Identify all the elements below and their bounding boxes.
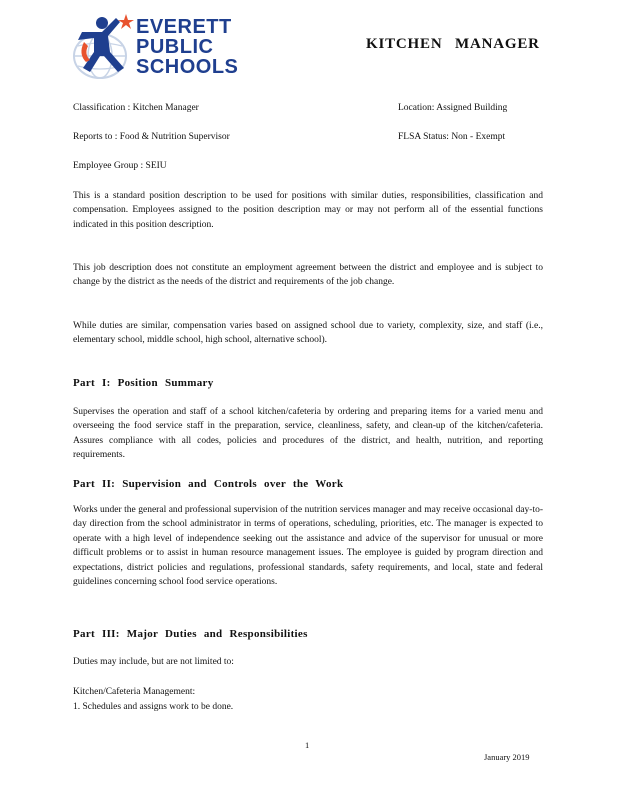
- intro-paragraph-1: This is a standard position description to be used for positions with similar duties, responsibilities, classification and compensation. Employees assigned to the position description may or may not perform all of the essential functions indicated in this position description.: [73, 191, 543, 230]
- employee-group-field: Employee Group : SEIU: [73, 161, 167, 171]
- logo-line-2: PUBLIC: [136, 36, 214, 58]
- part-1-body: Supervises the operation and staff of a school kitchen/cafeteria by ordering and preparing items for a varied menu and overseeing the food service staff in the preparation, service, cleanliness, safety, and clean-up of the kitchen/cafeteria. Assures compliance with all codes, policies and procedures of the district, and health, nutrition, and reporting requirements.: [73, 407, 543, 461]
- location-field: Location: Assigned Building: [398, 103, 508, 113]
- part-1-heading: Part I: Position Summary: [73, 377, 214, 389]
- district-logo: [70, 10, 245, 82]
- kitchen-management-subheading: Kitchen/Cafeteria Management:: [73, 687, 196, 697]
- logo-line-1: EVERETT: [136, 16, 232, 38]
- part-3-heading: Part III: Major Duties and Responsibilities: [73, 628, 308, 640]
- reports-to-field: Reports to : Food & Nutrition Supervisor: [73, 132, 230, 142]
- intro-paragraph-3: While duties are similar, compensation varies based on assigned school due to variety, complexity, size, and staff (i.e., elementary school, middle school, high school, alternative school).: [73, 321, 543, 346]
- flsa-status-field: FLSA Status: Non - Exempt: [398, 132, 506, 142]
- footer-date: January 2019: [484, 752, 530, 762]
- part-2-heading: Part II: Supervision and Controls over the Work: [73, 478, 344, 490]
- intro-paragraph-2: This job description does not constitute an employment agreement between the district and employee and is subject to change by the district as the needs of the district and requirements of the job change.: [73, 263, 543, 288]
- part-2-body: Works under the general and professional supervision of the nutrition services manager and may receive occasional day-to-day direction from the school administrator in terms of operations, scheduling, priorities, etc. The manager is expected to operate with a high level of independence seeking out the assistance and advice of the supervisor for unusual or more difficult problems or to assist in human resource management issues. The employee is guided by program direction and expectations, district policies and regulations, professional standards, safety requirements, and local, state and federal guidelines concerning school food service operations.: [73, 505, 543, 588]
- page-number: 1: [305, 740, 310, 750]
- logo-line-3: SCHOOLS: [136, 56, 239, 78]
- duty-item-1: 1. Schedules and assigns work to be done.: [73, 702, 234, 712]
- duties-intro: Duties may include, but are not limited to:: [73, 657, 234, 667]
- globe-figure-icon: [70, 10, 140, 82]
- classification-field: Classification : Kitchen Manager: [73, 103, 199, 113]
- document-title: KITCHEN MANAGER: [366, 36, 540, 52]
